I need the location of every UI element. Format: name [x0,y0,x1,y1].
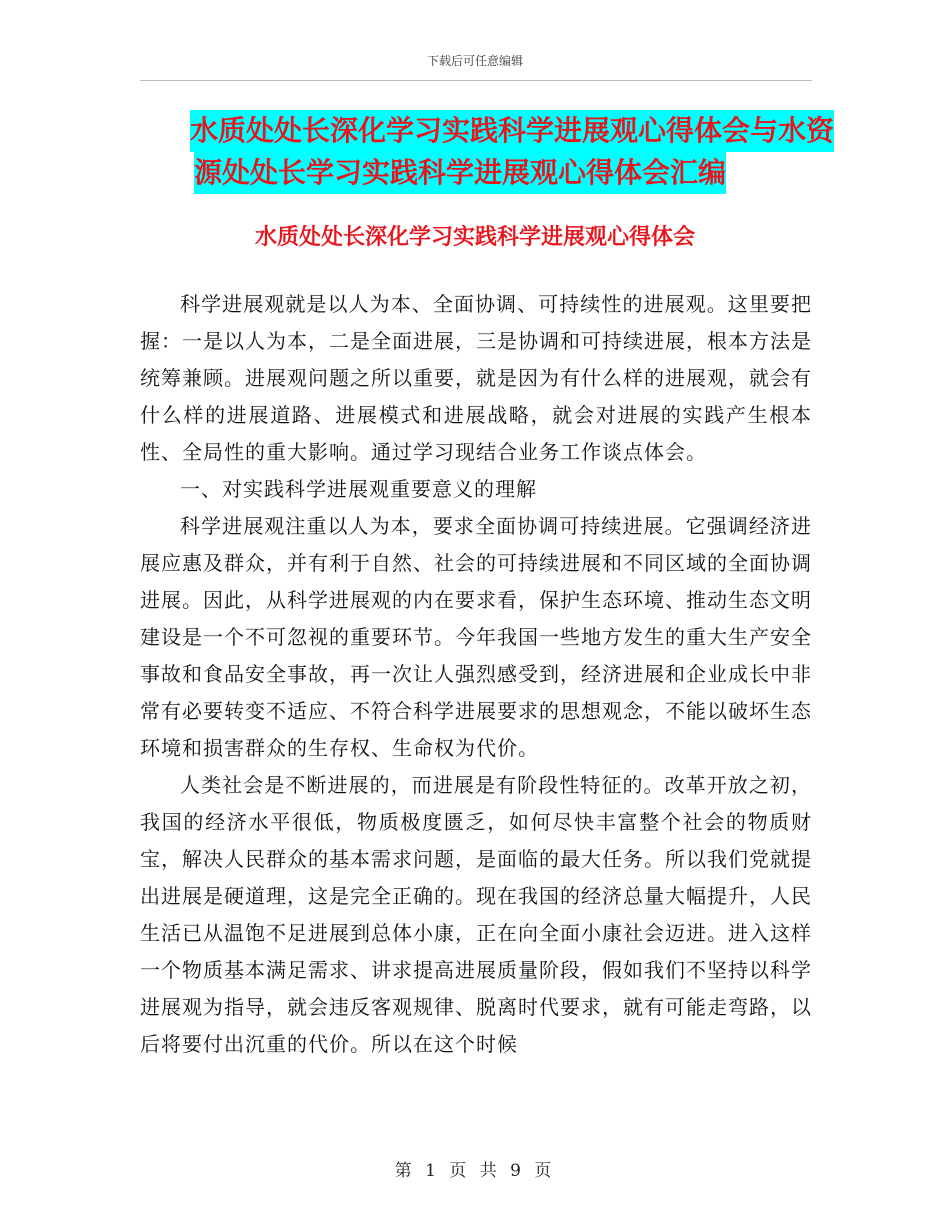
paragraph-intro: 科学进展观就是以人为本、全面协调、可持续性的进展观。这里要把握：一是以人为本，二是全面进展，三是协调和可持续进展，根本方法是统筹兼顾。进展观问题之所以重要，就是因为有什么样的进展观，就会有什么样的进展道路、进展模式和进展战略，就会对进展的实践产生根本性、全局性的重大影响。通过学习现结合业务工作谈点体会。 [140,292,812,464]
paragraph-3: 人类社会是不断进展的，而进展是有阶段性特征的。改革开放之初，我国的经济水平很低，物质极度匮乏，如何尽快丰富整个社会的物质财宝，解决人民群众的基本需求问题，是面临的最大任务。所以我们党就提出进展是硬道理，这是完全正确的。现在我国的经济总量大幅提升，人民生活已从温饱不足进展到总体小康，正在向全面小康社会迈进。进入这样一个物质基本满足需求、讲求提高进展质量阶段，假如我们不坚持以科学进展观为指导，就会违反客观规律、脱离时代要求，就有可能走弯路，以后将要付出沉重的代价。所以在这个时候 [140,773,812,1056]
document-body [140,286,812,1063]
page-header-note: 下载后可任意编辑 [426,54,523,68]
document-title-line-2: 源处处长学习实践科学进展观心得体会汇编 [194,152,726,194]
paragraph-heading-1: 一、对实践科学进展观重要意义的理解 [180,477,537,501]
header-divider [140,80,812,81]
document-title-line-1: 水质处处长深化学习实践科学进展观心得体会与水资 [190,110,834,152]
paragraph-2: 科学进展观注重以人为本，要求全面协调可持续进展。它强调经济进展应惠及群众，并有利于自然、社会的可持续进展和不同区域的全面协调进展。因此，从科学进展观的内在要求看，保护生态环境、推动生态文明建设是一个不可忽视的重要环节。今年我国一些地方发生的重大生产安全事故和食品安全事故，再一次让人强烈感受到，经济进展和企业成长中非常有必要转变不适应、不符合科学进展要求的思想观念，不能以破坏生态环境和损害群众的生存权、生命权为代价。 [140,514,812,760]
section-title: 水质处处长深化学习实践科学进展观心得体会 [254,225,695,250]
page-number: 第 1 页 共 9 页 [394,1161,556,1181]
document-title [190,110,835,194]
